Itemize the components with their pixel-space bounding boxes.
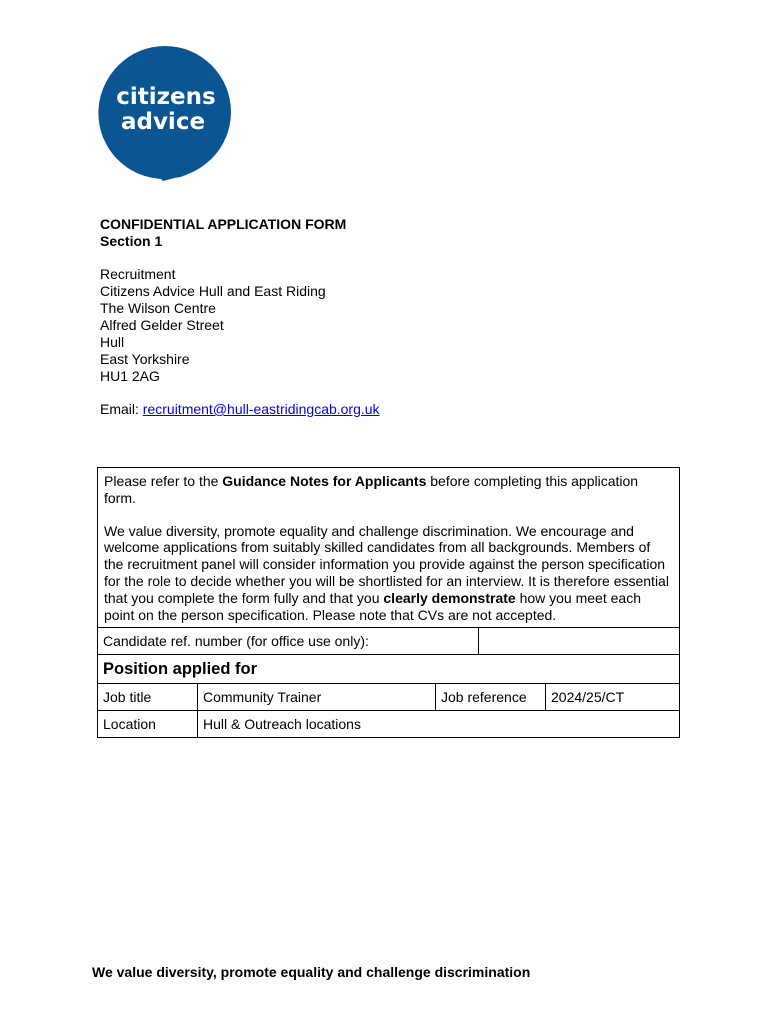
- citizens-advice-logo: [97, 45, 233, 181]
- clearly-demonstrate-emphasis: clearly demonstrate: [383, 589, 516, 606]
- location-label: Location: [103, 716, 156, 733]
- job-reference-label: Job reference: [435, 684, 545, 710]
- candidate-ref-row: [98, 628, 679, 655]
- guidance-paragraph: [104, 473, 673, 507]
- address-line: The Wilson Centre: [100, 300, 216, 316]
- location-value[interactable]: Hull & Outreach locations: [197, 711, 679, 737]
- recruitment-address: [100, 266, 326, 385]
- section-label: Section 1: [100, 233, 163, 249]
- form-heading: [100, 216, 346, 250]
- intro-text-fragment: Please refer to the: [104, 473, 223, 489]
- location-row: [98, 711, 679, 737]
- address-line: Citizens Advice Hull and East Riding: [100, 283, 326, 299]
- intro-text-fragment: how you meet each point on the person specification. Please note that CVs are not accepted.: [104, 589, 641, 623]
- intro-text-fragment: before completing this application form.: [104, 473, 639, 506]
- address-line: East Yorkshire: [100, 351, 190, 367]
- logo-text-line1: citizens: [116, 84, 216, 110]
- logo-text-line2: advice: [120, 109, 206, 135]
- email-link[interactable]: recruitment@hull-eastridingcab.org.uk: [142, 401, 380, 417]
- form-title: CONFIDENTIAL APPLICATION FORM: [100, 216, 347, 232]
- address-line: Hull: [100, 334, 125, 350]
- intro-text-fragment: We value diversity, promote equality and challenge discrimination. We encourage and welcome applications from suitably skilled candidates from all backgrounds. Members of the recruitment panel will consider information you provide against the person specification for the role to decide whether you will be shortlisted for an interview. It is therefore essential that you complete the form fully and that you: [104, 522, 669, 606]
- job-title-row: [98, 684, 679, 711]
- job-reference-value[interactable]: 2024/25/CT: [545, 684, 679, 710]
- intro-text: [98, 468, 679, 628]
- address-line: HU1 2AG: [100, 368, 160, 384]
- guidance-notes-emphasis: Guidance Notes for Applicants: [222, 473, 427, 489]
- email-line: [100, 401, 380, 418]
- diversity-paragraph: [104, 523, 673, 624]
- footer-statement: We value diversity, promote equality and challenge discrimination: [92, 964, 531, 980]
- position-section-title: Position applied for: [103, 660, 258, 679]
- address-line: Alfred Gelder Street: [100, 317, 224, 333]
- job-title-label: Job title: [103, 689, 152, 706]
- email-label: Email:: [100, 401, 139, 417]
- position-header-row: [98, 655, 679, 684]
- candidate-ref-field[interactable]: [478, 628, 679, 654]
- job-title-value[interactable]: Community Trainer: [197, 684, 435, 710]
- address-line: Recruitment: [100, 266, 176, 282]
- application-form-table: [97, 467, 680, 738]
- candidate-ref-label: Candidate ref. number (for office use only):: [103, 633, 369, 650]
